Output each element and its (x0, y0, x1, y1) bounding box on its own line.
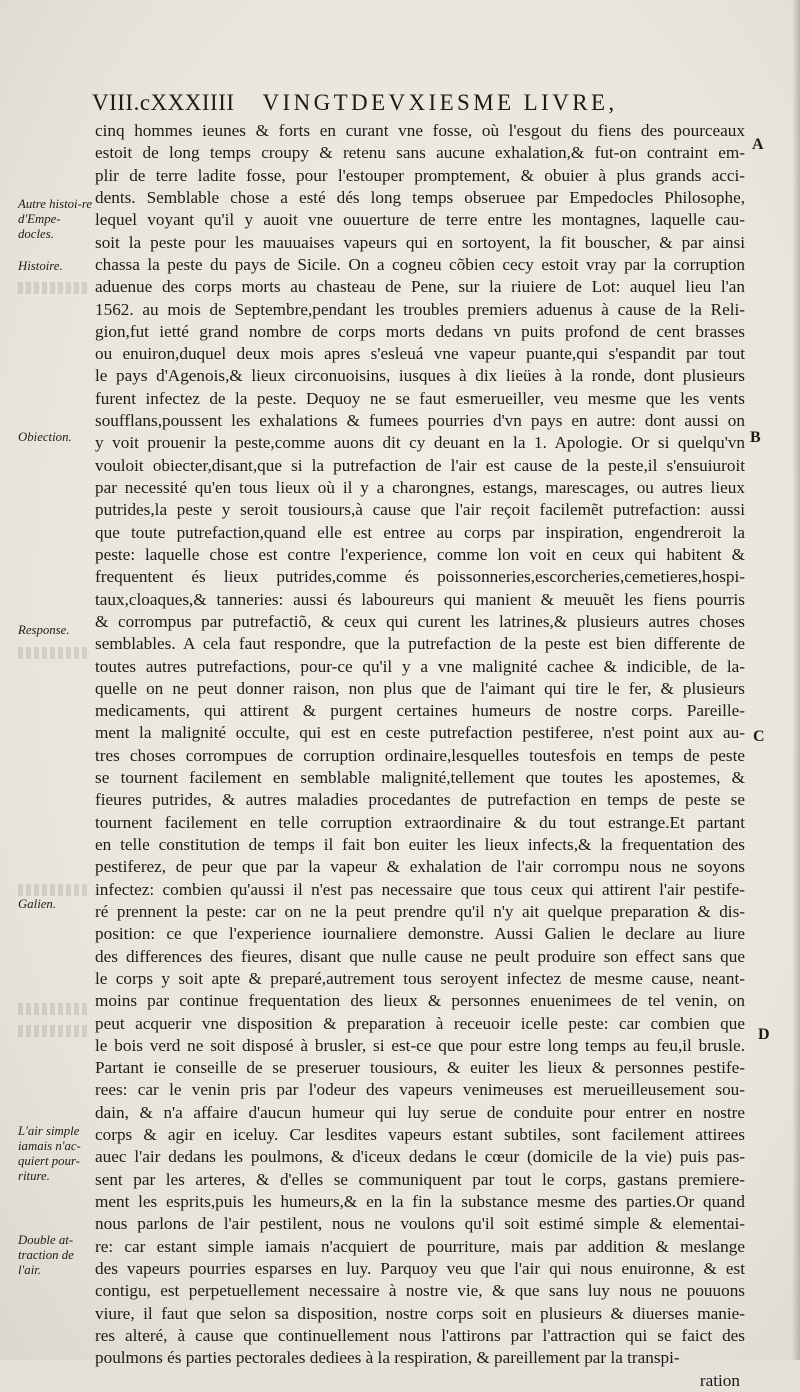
text-line: putrides,la peste y seroit tousiours,à cause que l'air reçoit facilemẽt putrefaction: aussi (95, 500, 745, 520)
text-line: soufflans,poussent les exhalations & fumees pourries d'vn pays en autre: dont aussi on (95, 411, 745, 431)
margin-note-obiection: Obiection. (18, 430, 72, 444)
text-line: frequentent és lieux putrides,comme és poissonneries,escorcheries,cemetieres,hospi- (95, 567, 745, 587)
text-line: pestiferez, de peur que par la vapeur & exhalation de l'air corrompu nous ne soyons (95, 857, 745, 877)
text-line: en telle constitution de temps il fait bon euiter les lieux infects,& la frequentation des (95, 835, 745, 854)
text-line: moins par continue frequentation des lieux & personnes enuenimees de tel venin, on (95, 991, 745, 1011)
text-line: position: ce que l'experience iournaliere demonstre. Aussi Galien le declare au liure (95, 924, 745, 944)
text-line: res alteré, à cause que continuellement nous l'attirons par l'attraction qui se faict des (95, 1325, 745, 1345)
book-title: VINGTDEVXIESME LIVRE, (262, 90, 618, 115)
text-line: chassa la peste du pays de Sicile. On a cogneu cõbien cecy estoit vray par la corruption (95, 254, 745, 274)
text-line: peste: laquelle chose est contre l'experience, comme lon voit en ceux qui habitent & (95, 544, 745, 564)
text-line: dain, & n'a affaire d'aucun humeur qui luy serue de conduite pour entrer en nostre (95, 1102, 745, 1122)
text-line: furent infectez de la peste. Dequoy ne se faut esmerueiller, veu mesme que les vents (95, 388, 745, 408)
show-through-mark (18, 884, 90, 896)
text-line: tournent facilement en telle corruption extraordinaire & du tout estrange.Et partant (95, 812, 745, 832)
text-line: sent par les arteres, & d'elles se communiquent par tout le corps, gastans premiere- (95, 1169, 745, 1189)
text-line: peut acquerir vne disposition & preparation à receuoir icelle peste: car combien que (95, 1013, 745, 1033)
show-through-mark (18, 647, 90, 659)
section-letter-a: A (752, 136, 764, 153)
text-line: ou enuiron,duquel deux mois apres s'esleuá vne vapeur puante,qui s'espandit par tout (95, 344, 745, 364)
text-line: ment la malignité occulte, qui est en ceste putrefaction pestiferee, n'est point aux au- (95, 723, 745, 743)
text-line: semblables. A cela faut respondre, que la putrefaction de la peste est bien differente de (95, 634, 745, 654)
text-line: rees: car le venin pris par l'odeur des vapeurs venimeuses est merueilleusement sou- (95, 1080, 745, 1100)
text-line: le bois verd ne soit disposé à brusler, si est-ce que pour estre long temps au feu,il brusle. (95, 1035, 745, 1055)
catchword: ration (699, 1370, 740, 1390)
text-line: des differences des fieures, disant que nulle cause ne peult produire son effect sans que (95, 946, 745, 966)
text-line: fieures putrides, & autres maladies procedantes de putrefaction en temps de peste se (95, 790, 745, 810)
page-edge-shadow (792, 0, 800, 1360)
text-line: nous parlons de l'air pestilent, nous ne voulons qu'il soit estimé simple & elementai- (95, 1214, 745, 1234)
folio-number: VIII.cXXXIIII (92, 90, 235, 115)
text-line: plir de terre ladite fosse, pour l'estouper promptement, & obuier à plus grands acci- (95, 165, 745, 185)
text-line: vouloit obiecter,disant,que si la putrefaction de l'air est cause de la peste,il s'ensuiuroit (95, 455, 745, 475)
margin-note-histoire: Histoire. (18, 259, 63, 273)
text-line: ré prennent la peste: car on ne la peut prendre qu'il n'y ait quelque preparation & dis- (95, 901, 745, 921)
margin-note-air-simple: L'air simple iamais n'ac-quiert pour-riture. (18, 1124, 81, 1183)
text-line: 1562. au mois de Septembre,pendant les troubles premiers aduenus à cause de la Reli- (95, 299, 745, 319)
text-line: Partant ie conseille de se preseruer tousiours, & euiter les lieux & personnes pestife- (95, 1058, 745, 1078)
margin-note-galien: Galien. (18, 897, 57, 911)
text-line: dents. Semblable chose a esté dés long temps obseruee par Empedocles Philosophe, (95, 187, 745, 207)
text-line: le pays d'Agenois,& lieux circonuoisins, iusques à dix lieües à la ronde, dont plusieurs (95, 366, 745, 386)
section-letter-d: D (758, 1026, 770, 1043)
text-line: estoit de long temps croupy & retenu sans aucune exhalation,& fut-on contraint em- (95, 143, 745, 163)
text-line: y voit prouenir la peste,comme auons dit cy deuant en la 1. Apologie. Or si quelqu'vn (95, 433, 745, 453)
text-line: que toute putrefaction,quand elle est entree au corps par inspiration, engendreroit la (95, 522, 745, 542)
body-text (95, 120, 745, 1392)
text-line: gion,fut ietté grand nombre de corps morts dedans vn puits profond de cent brasses (95, 321, 745, 341)
text-line: cinq hommes ieunes & forts en curant vne fosse, où l'esgout du fiens des pourceaux (95, 121, 745, 140)
text-line: des vapeurs pourries esparses en luy. Parquoy veu que l'air qui nous enuironne, & est (95, 1258, 745, 1278)
margin-note-double-attraction: Double at-traction de l'air. (18, 1233, 74, 1277)
text-line: toutes autres putrefactions, pour-ce qu'il y a vne malignité cachee & indicible, de la- (95, 656, 745, 676)
show-through-mark (18, 1003, 90, 1015)
text-line: lequel voyant qu'il y auoit vne ouuerture de terre entre les montagnes, laquelle cau- (95, 210, 745, 230)
text-line: contigu, est perpetuellement necessaire à nostre vie, & que sans luy nous ne pouuons (95, 1281, 745, 1301)
text-line: tres choses corrompues de corruption ordinaire,lesquelles toutesfois en temps de peste (95, 745, 745, 765)
text-line: quelle on ne peut donner raison, non plus que de l'aimant qui tire le fer, & plusieurs (95, 678, 745, 698)
text-line: auec l'air dedans les poulmons, & d'iceux dedans le cœur (domicile de la vie) puis pas- (95, 1147, 745, 1167)
text-line: re: car estant simple iamais n'acquiert de pourriture, mais par addition & meslange (95, 1236, 745, 1256)
text-line: & corrompus par putrefactiõ, & ceux qui curent les latrines,& plusieurs autres choses (95, 611, 745, 631)
text-line: medicaments, qui attirent & purgent certaines humeurs de nostre corps. Pareille- (95, 701, 745, 721)
text-line: aduenue des corps morts au chasteau de Pene, sur la riuiere de Lot: auquel lieu l'an (95, 277, 745, 297)
text-line: viure, il faut que selon sa disposition, nostre corps soit en plusieurs & diuerses manie- (95, 1303, 745, 1323)
running-head (92, 86, 662, 120)
text-line: ment les esprits,puis les humeurs,& en la fin la substance mesme des parties.Or quand (95, 1192, 745, 1211)
text-line: se tournent facilement en semblable malignité,tellement que toutes les apostemes, & (95, 768, 745, 788)
margin-note-autre-histoire: Autre histoi-re d'Empe-docles. (18, 197, 93, 241)
text-line: poulmons és parties pectorales dediees à la respiration, & pareillement par la transpi- (95, 1348, 680, 1368)
text-line: par necessité qu'en tous lieux où il y a charongnes, estangs, marescages, ou autres lieux (95, 478, 745, 497)
text-line: le corps y soit apte & preparé,autrement tous seroyent infectez de mesme cause, neant- (95, 968, 745, 988)
section-letter-b: B (750, 429, 761, 446)
text-line: taux,cloaques,& tanneries: aussi és laboureurs qui manient & meuuẽt les fiens pourris (95, 589, 745, 609)
margin-note-response: Response. (18, 623, 70, 637)
show-through-mark (18, 1025, 90, 1037)
show-through-mark (18, 282, 90, 294)
section-letter-c: C (753, 728, 765, 745)
text-line: corps & agir en iceluy. Car lesdites vapeurs estant subtiles, sont facilement attirees (95, 1125, 745, 1145)
text-line: soit la peste pour les mauuaises vapeurs qui en sortoyent, la fit bouscher, & par ainsi (95, 232, 745, 252)
text-line: infectez: combien qu'aussi il n'est pas necessaire que tous ceux qui attirent l'air pestife- (95, 879, 745, 899)
